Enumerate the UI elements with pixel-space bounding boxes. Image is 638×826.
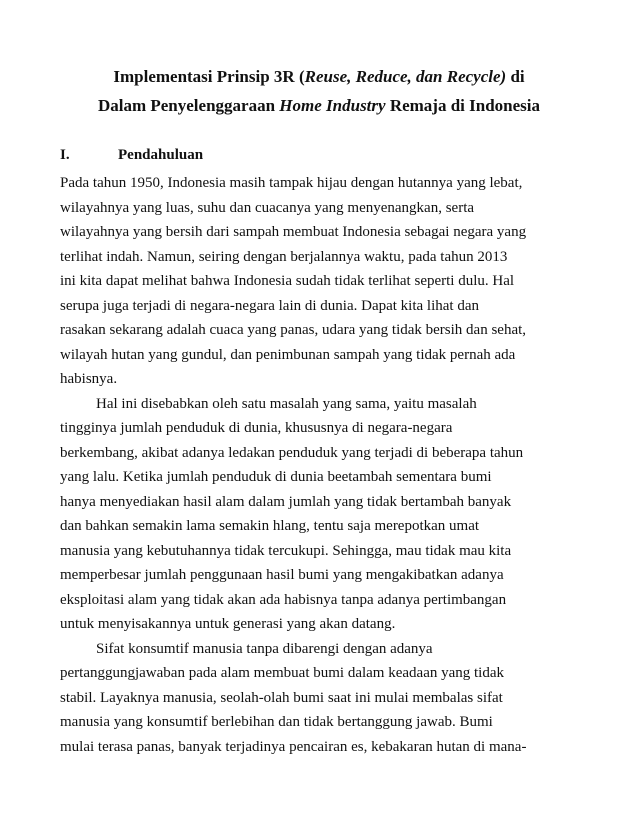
text-line: mulai terasa panas, banyak terjadinya pencairan es, kebakaran hutan di mana- — [60, 738, 527, 755]
body-text — [60, 171, 580, 759]
title-line-1-italic: Reuse, Reduce, dan Recycle) — [304, 67, 507, 86]
text-line: dan bahkan semakin lama semakin hlang, tentu saja merepotkan umat — [60, 518, 480, 534]
text-line: eksploitasi alam yang tidak akan ada habisnya tanpa adanya pertimbangan — [60, 591, 507, 608]
text-line: serupa juga terjadi di negara-negara lain di dunia. Dapat kita lihat dan — [60, 297, 479, 314]
text-line-indented: Sifat konsumtif manusia tanpa dibarengi dengan adanya — [96, 640, 433, 657]
text-line: memperbesar jumlah penggunaan hasil bumi yang mengakibatkan adanya — [60, 567, 504, 583]
text-line: tingginya jumlah penduduk di dunia, khususnya di negara-negara — [60, 420, 453, 436]
text-line: manusia yang konsumtif berlebihan dan tidak bertanggung jawab. Bumi — [60, 714, 493, 730]
text-line: wilayahnya yang luas, suhu dan cuacanya yang menyenangkan, serta — [60, 199, 475, 216]
text-line: stabil. Layaknya manusia, seolah-olah bumi saat ini mulai membalas sifat — [60, 689, 503, 706]
text-line: wilayah hutan yang gundul, dan penimbunan sampah yang tidak pernah ada — [60, 346, 516, 363]
text-line: untuk menyisakannya untuk generasi yang akan datang. — [60, 616, 396, 632]
title-line-2-text-b: Remaja di Indonesia — [385, 96, 541, 115]
title-line-1-text-a: Implementasi Prinsip 3R ( — [113, 67, 305, 86]
section-title: Pendahuluan — [118, 147, 204, 163]
text-line: yang lalu. Ketika jumlah penduduk di dunia beetambah sementara bumi — [60, 469, 492, 485]
title-line-1-text-b: di — [506, 67, 525, 86]
text-line: hanya menyediakan hasil alam dalam jumlah yang tidak bertambah banyak — [60, 493, 512, 510]
title-line-2-italic: Home Industry — [279, 96, 386, 115]
text-line: rasakan sekarang adalah cuaca yang panas, udara yang tidak bersih dan sehat, — [60, 322, 527, 338]
text-line: ini kita dapat melihat bahwa Indonesia sudah tidak terlihat seperti dulu. Hal — [60, 273, 515, 289]
text-line: Pada tahun 1950, Indonesia masih tampak hijau dengan hutannya yang lebat, — [60, 175, 523, 191]
text-line: wilayahnya yang bersih dari sampah membuat Indonesia sebagai negara yang — [60, 224, 527, 240]
document-title-line-2 — [0, 96, 638, 116]
text-line: habisnya. — [60, 371, 118, 387]
text-line: berkembang, akibat adanya ledakan penduduk yang terjadi di beberapa tahun — [60, 444, 524, 461]
text-line: pertanggungjawaban pada alam membuat bumi dalam keadaan yang tidak — [60, 665, 505, 681]
text-line-indented: Hal ini disebabkan oleh satu masalah yang sama, yaitu masalah — [96, 395, 477, 412]
title-line-2-text-a: Dalam Penyelenggaraan — [97, 96, 280, 115]
section-number: I. — [60, 147, 70, 163]
text-line: manusia yang kebutuhannya tidak tercukupi. Sehingga, mau tidak mau kita — [60, 542, 512, 559]
text-line: terlihat indah. Namun, seiring dengan berjalannya waktu, pada tahun 2013 — [60, 248, 508, 265]
document-title-line-1 — [0, 67, 638, 87]
section-heading — [60, 145, 203, 165]
